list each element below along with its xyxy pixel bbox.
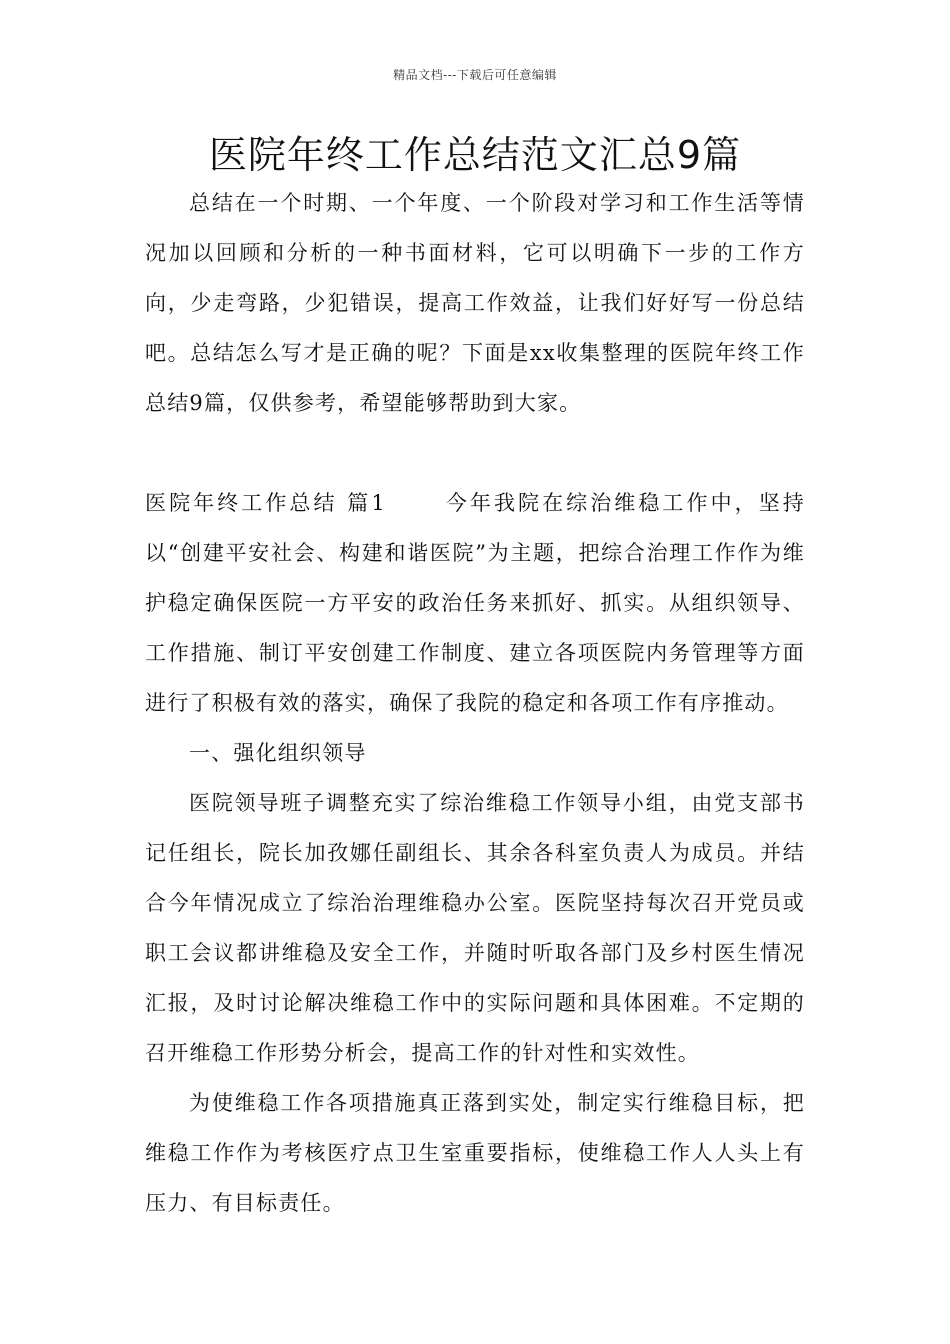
document-title: 医院年终工作总结范文汇总9篇	[208, 133, 742, 177]
header-note: 精品文档---下载后可任意编辑	[393, 68, 557, 82]
subheading-organization: 一、强化组织领导	[189, 741, 367, 765]
section-1-heading: 医院年终工作总结 篇1	[145, 491, 386, 515]
section-1-text: 今年我院在综治维稳工作中，坚持以“创建平安社会、构建和谐医院”为主题，把综合治理工作作为维护稳定确保医院一方平安的政治任务来抓好、抓实。从组织领导、工作措施、制订平安创建工作制度、建立各项医院内务管理等方面进行了积极有效的落实，确保了我院的稳定和各项工作有序推动。	[145, 491, 805, 715]
paragraph-spacer	[145, 428, 805, 478]
section-1-paragraph	[145, 478, 805, 728]
document-body	[145, 178, 805, 1228]
intro-paragraph: 总结在一个时期、一个年度、一个阶段对学习和工作生活等情况加以回顾和分析的一种书面材料，它可以明确下一步的工作方向，少走弯路，少犯错误，提高工作效益，让我们好好写一份总结吧。总结怎么写才是正确的呢？下面是xx收集整理的医院年终工作总结9篇，仅供参考，希望能够帮助到大家。	[145, 191, 805, 415]
paragraph-targets: 为使维稳工作各项措施真正落到实处，制定实行维稳目标，把维稳工作作为考核医疗点卫生室重要指标，使维稳工作人人头上有压力、有目标责任。	[145, 1091, 805, 1215]
paragraph-leadership: 医院领导班子调整充实了综治维稳工作领导小组，由党支部书记任组长，院长加孜娜任副组长、其余各科室负责人为成员。并结合今年情况成立了综治治理维稳办公室。医院坚持每次召开党员或职工会议都讲维稳及安全工作，并随时听取各部门及乡村医生情况汇报，及时讨论解决维稳工作中的实际问题和具体困难。不定期的召开维稳工作形势分析会，提高工作的针对性和实效性。	[145, 791, 805, 1065]
